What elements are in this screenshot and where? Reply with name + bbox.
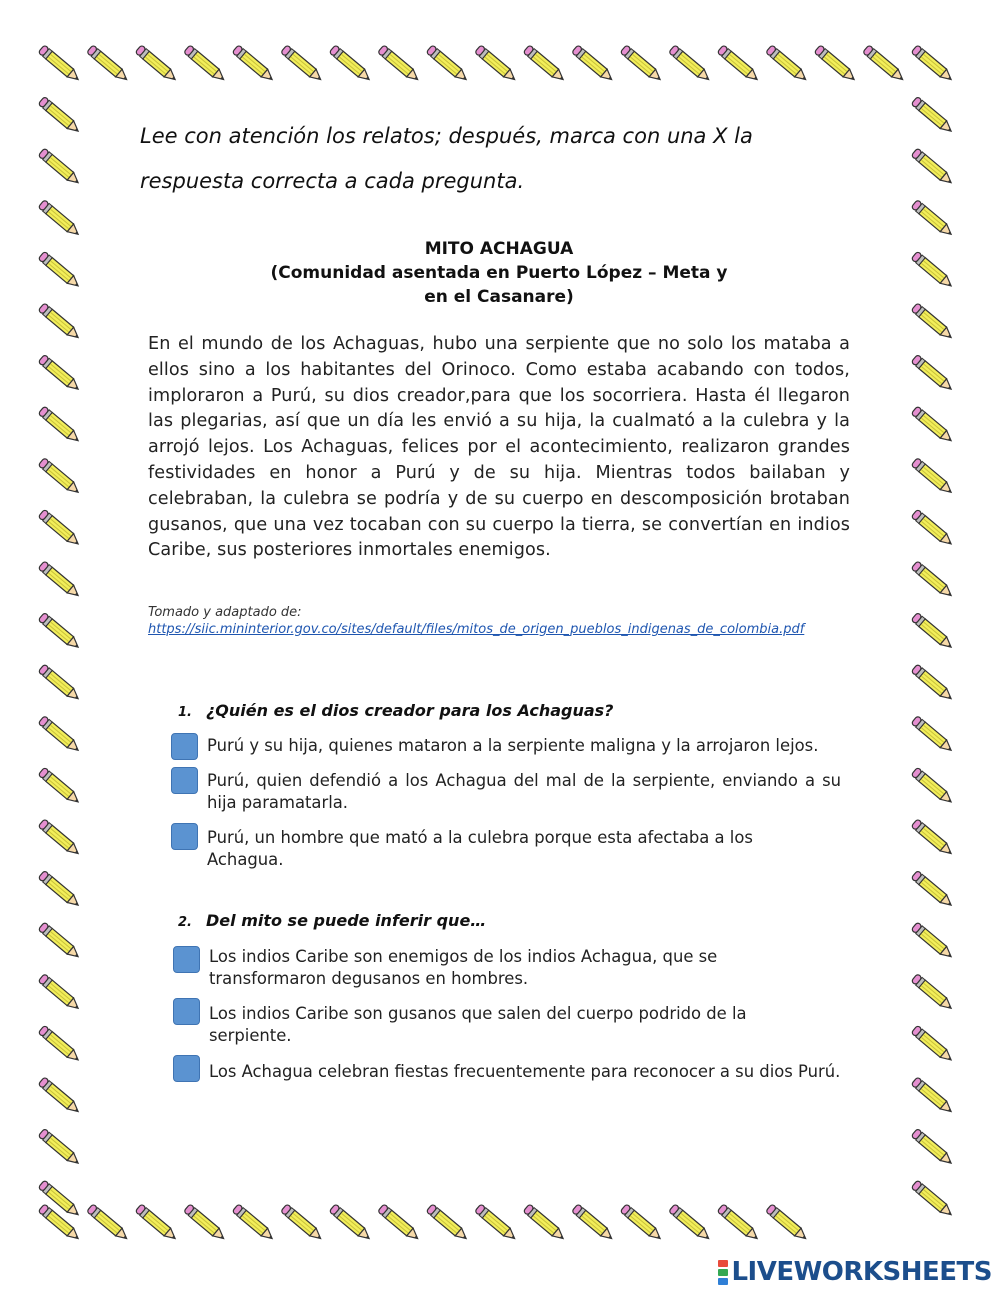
pencil-icon [38, 561, 81, 600]
pencil-icon [911, 767, 954, 806]
pencil-icon [911, 458, 954, 497]
pencil-icon [281, 45, 324, 84]
pencil-icon [911, 251, 954, 290]
pencil-icon [329, 1204, 372, 1243]
pencil-icon [38, 612, 81, 651]
option-text: Purú y su hija, quienes mataron a la serpiente maligna y la arrojaron lejos. [207, 736, 819, 755]
pencil-icon [911, 200, 954, 239]
pencil-icon [135, 45, 178, 84]
pencil-icon [38, 509, 81, 548]
pencil-icon [911, 406, 954, 445]
pencil-icon [426, 1204, 469, 1243]
pencil-icon [232, 1204, 275, 1243]
answer-checkbox[interactable] [173, 946, 200, 973]
pencil-icon [814, 45, 857, 84]
question-2 [178, 911, 486, 930]
pencil-icon [911, 612, 954, 651]
pencil-icon [863, 45, 906, 84]
pencil-icon [717, 45, 760, 84]
pencil-icon [911, 1025, 954, 1064]
pencil-icon [378, 1204, 421, 1243]
pencil-icon [38, 1128, 81, 1167]
option-text: Purú, un hombre que mató a la culebra porque esta afectaba a los Achagua. [207, 828, 753, 869]
question-2-text: Del mito se puede inferir que… [206, 911, 487, 930]
answer-checkbox[interactable] [171, 733, 198, 760]
pencil-icon [620, 1204, 663, 1243]
story-title-line-1: MITO ACHAGUA [424, 239, 574, 259]
pencil-icon [911, 148, 954, 187]
pencil-icon [669, 1204, 712, 1243]
liveworksheets-logo [718, 1257, 992, 1287]
pencil-icon [87, 1204, 130, 1243]
answer-checkbox[interactable] [173, 998, 200, 1025]
question-1 [178, 701, 613, 720]
story-text: En el mundo de los Achaguas, hubo una serpiente que no solo los mataba a ellos sino a los habitantes del Orinoco. Como estaba acabando con todos, imploraron a Purú, su dios creador,para que los socorriera. Hasta él llegaron las plegarias, así que un día les envió a su hija, la cualmató a la culebra y la arrojó lejos. Los Achaguas, felices por el acontecimiento, realizaron grandes festividades en honor a Purú y de su hija. Mientras todos bailaban y celebraban, la culebra se podría y de su cuerpo en descomposición brotaban gusanos, que una vez tocaban con su cuerpo la tierra, se convertían en indios Caribe, sus posteriores inmortales enemigos. [148, 334, 850, 561]
pencil-icon [38, 406, 81, 445]
pencil-icon [38, 96, 81, 135]
pencil-icon [766, 45, 809, 84]
pencil-icon [911, 870, 954, 909]
pencil-icon [329, 45, 372, 84]
pencil-icon [475, 45, 518, 84]
pencil-icon [184, 1204, 227, 1243]
pencil-icon [38, 870, 81, 909]
pencil-icon [766, 1204, 809, 1243]
pencil-icon [572, 45, 615, 84]
question-1-option-2[interactable] [171, 767, 851, 815]
answer-checkbox[interactable] [171, 823, 198, 850]
pencil-icon [135, 1204, 178, 1243]
story-title-line-3: en el Casanare) [424, 287, 574, 307]
pencil-icon [38, 45, 81, 84]
pencil-icon [38, 974, 81, 1013]
question-1-number: 1. [178, 705, 192, 720]
instructions-line-2: respuesta correcta a cada pregunta. [140, 169, 525, 193]
pencil-icon [911, 96, 954, 135]
pencil-icon [38, 303, 81, 342]
pencil-icon [475, 1204, 518, 1243]
logo-text: LIVEWORKSHEETS [731, 1257, 992, 1287]
pencil-icon [911, 1077, 954, 1116]
pencil-icon [38, 251, 81, 290]
pencil-icon [426, 45, 469, 84]
option-text: Los Achagua celebran fiestas frecuentemente para reconocer a su dios Purú. [209, 1062, 841, 1081]
question-1-option-3[interactable] [171, 823, 851, 871]
pencil-icon [911, 716, 954, 755]
option-text: Los indios Caribe son enemigos de los indios Achagua, que se transformaron degusanos en hombres. [209, 947, 718, 988]
pencil-icon [911, 45, 954, 84]
question-2-option-3[interactable] [173, 1055, 853, 1103]
instructions [140, 114, 860, 204]
logo-mark-icon [718, 1259, 728, 1286]
pencil-icon [184, 45, 227, 84]
pencil-icon [38, 458, 81, 497]
pencil-icon [38, 1077, 81, 1116]
pencil-icon [38, 200, 81, 239]
pencil-icon [717, 1204, 760, 1243]
pencil-icon [38, 819, 81, 858]
question-2-option-1[interactable] [173, 946, 853, 994]
pencil-icon [523, 45, 566, 84]
pencil-icon [911, 922, 954, 961]
pencil-icon [620, 45, 663, 84]
option-text: Purú, quien defendió a los Achagua del mal de la serpiente, enviando a su hija paramatarla. [207, 771, 841, 812]
pencil-icon [669, 45, 712, 84]
pencil-icon [911, 974, 954, 1013]
pencil-icon [572, 1204, 615, 1243]
source-citation [148, 604, 850, 638]
pencil-icon [911, 509, 954, 548]
pencil-icon [911, 561, 954, 600]
pencil-icon [911, 303, 954, 342]
source-label: Tomado y adaptado de: [148, 605, 302, 620]
pencil-icon [911, 1128, 954, 1167]
pencil-icon [232, 45, 275, 84]
pencil-icon [38, 1025, 81, 1064]
pencil-icon [38, 664, 81, 703]
pencil-icon [38, 354, 81, 393]
pencil-icon [911, 1180, 954, 1219]
option-text: Los indios Caribe son gusanos que salen del cuerpo podrido de la serpiente. [209, 1004, 747, 1045]
pencil-icon [911, 664, 954, 703]
pencil-icon [87, 45, 130, 84]
story-title-line-2: (Comunidad asentada en Puerto López – Meta y [270, 263, 728, 283]
question-1-text: ¿Quién es el dios creador para los Achaguas? [206, 701, 614, 720]
source-link[interactable]: https://siic.mininterior.gov.co/sites/default/files/mitos_de_origen_pueblos_indigenas_de_colombia.pdf [148, 622, 805, 637]
answer-checkbox[interactable] [171, 767, 198, 794]
pencil-icon [378, 45, 421, 84]
answer-checkbox[interactable] [173, 1055, 200, 1082]
pencil-icon [911, 354, 954, 393]
pencil-icon [38, 148, 81, 187]
pencil-icon [523, 1204, 566, 1243]
instructions-line-1: Lee con atención los relatos; después, marca con una X la [140, 124, 753, 148]
question-2-option-2[interactable] [173, 998, 853, 1046]
pencil-icon [38, 922, 81, 961]
pencil-icon [281, 1204, 324, 1243]
story-title [148, 237, 850, 309]
pencil-icon [38, 767, 81, 806]
pencil-icon [911, 819, 954, 858]
pencil-icon [38, 716, 81, 755]
question-1-option-1[interactable] [171, 733, 851, 763]
question-2-number: 2. [178, 915, 192, 930]
